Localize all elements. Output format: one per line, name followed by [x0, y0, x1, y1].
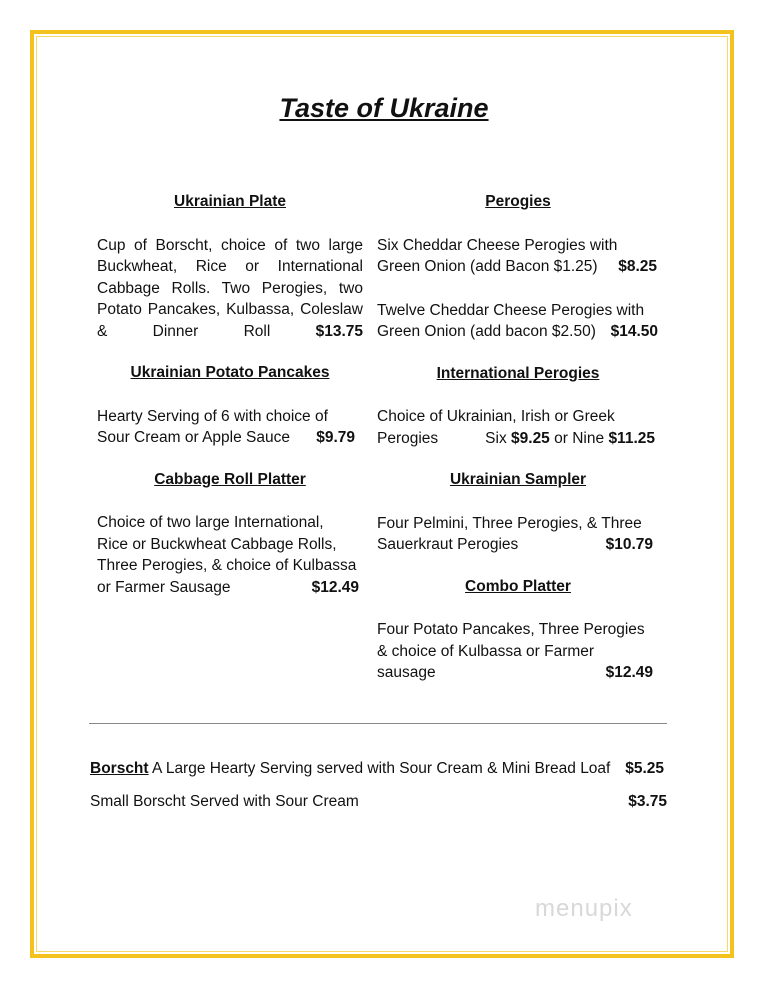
price-nine: $11.25 [608, 429, 655, 447]
menu-title: Taste of Ukraine [279, 93, 489, 123]
divider [89, 723, 667, 724]
borscht-text [90, 760, 610, 778]
option-label: Six [485, 429, 507, 447]
item-title-potato-pancakes: Ukrainian Potato Pancakes [130, 364, 330, 381]
price-options [485, 428, 655, 450]
price-small-borscht: $3.75 [628, 793, 667, 810]
watermark-logo: menupix [535, 895, 633, 922]
desc-line: & choice of Kulbassa or Farmer [377, 642, 595, 660]
item-desc-combo-platter [377, 619, 659, 684]
desc-line: Three Perogies, & choice of Kulbassa [97, 557, 357, 574]
left-column [97, 191, 363, 618]
borscht-line [90, 760, 678, 778]
price-cabbage-roll-platter: $12.49 [311, 578, 359, 596]
borscht-desc: A Large Hearty Serving served with Sour Cream & Mini Bread Loaf [152, 760, 611, 777]
price-potato-pancakes: $9.79 [316, 429, 355, 446]
desc-line: Four Potato Pancakes, Three Perogies [377, 621, 645, 638]
item-title-ukrainian-plate: Ukrainian Plate [174, 193, 286, 210]
option-or: or [554, 429, 568, 447]
desc-line: Perogies [377, 429, 439, 447]
small-borscht-line [90, 793, 678, 811]
desc-line: Green Onion (add Bacon $1.25) [377, 258, 598, 275]
price-six: $9.25 [511, 429, 550, 447]
desc-line: Sour Cream or Apple Sauce [97, 429, 290, 446]
item-desc-ukrainian-sampler [377, 513, 659, 556]
item-title-perogies: Perogies [485, 193, 551, 210]
right-column [377, 191, 659, 704]
item-desc-potato-pancakes [97, 406, 363, 449]
borscht-title: Borscht [90, 760, 149, 777]
desc-line: Rice or Buckwheat Cabbage Rolls, [97, 535, 337, 553]
item-desc-international-perogies [377, 406, 659, 449]
desc-line: Six Cheddar Cheese Perogies with [377, 236, 618, 254]
item-title-ukrainian-sampler: Ukrainian Sampler [449, 471, 587, 488]
desc-line: sausage [377, 664, 436, 681]
desc-line: Green Onion (add bacon $2.50) [377, 323, 596, 340]
item-title-combo-platter: Combo Platter [465, 577, 571, 595]
price-twelve-perogies: $14.50 [610, 323, 658, 340]
item-title-cabbage-roll-platter: Cabbage Roll Platter [154, 470, 306, 488]
price-combo-platter: $12.49 [605, 664, 653, 681]
item-desc-ukrainian-plate [97, 235, 363, 343]
desc-line: Hearty Serving of 6 with choice of [97, 407, 328, 425]
item-desc-perogies [377, 235, 659, 343]
price-ukrainian-sampler: $10.79 [605, 536, 653, 553]
item-title-international-perogies: International Perogies [436, 364, 600, 382]
price-six-perogies: $8.25 [618, 258, 657, 275]
desc-line: Choice of two large International, [97, 514, 324, 531]
desc-line: Choice of Ukrainian, Irish or Greek [377, 408, 615, 425]
desc-line: Twelve Cheddar Cheese Perogies with [377, 301, 645, 319]
desc-line: Four Pelmini, Three Perogies, & Three [377, 514, 642, 532]
small-borscht-desc: Small Borscht Served with Sour Cream [90, 793, 359, 810]
price-borscht: $5.25 [625, 760, 664, 777]
item-desc-cabbage-roll-platter [97, 512, 363, 598]
option-label: Nine [572, 429, 605, 447]
price-ukrainian-plate: $13.75 [315, 322, 363, 340]
desc-text: Cup of Borscht, choice of two large Buckwheat, Rice or International Cabbage Rolls. Two Perogies, two Potato Pancakes, Kulbassa, Coleslaw & Dinner Roll [97, 236, 363, 340]
desc-line: Sauerkraut Perogies [377, 536, 519, 553]
desc-line: or Farmer Sausage [97, 578, 231, 596]
